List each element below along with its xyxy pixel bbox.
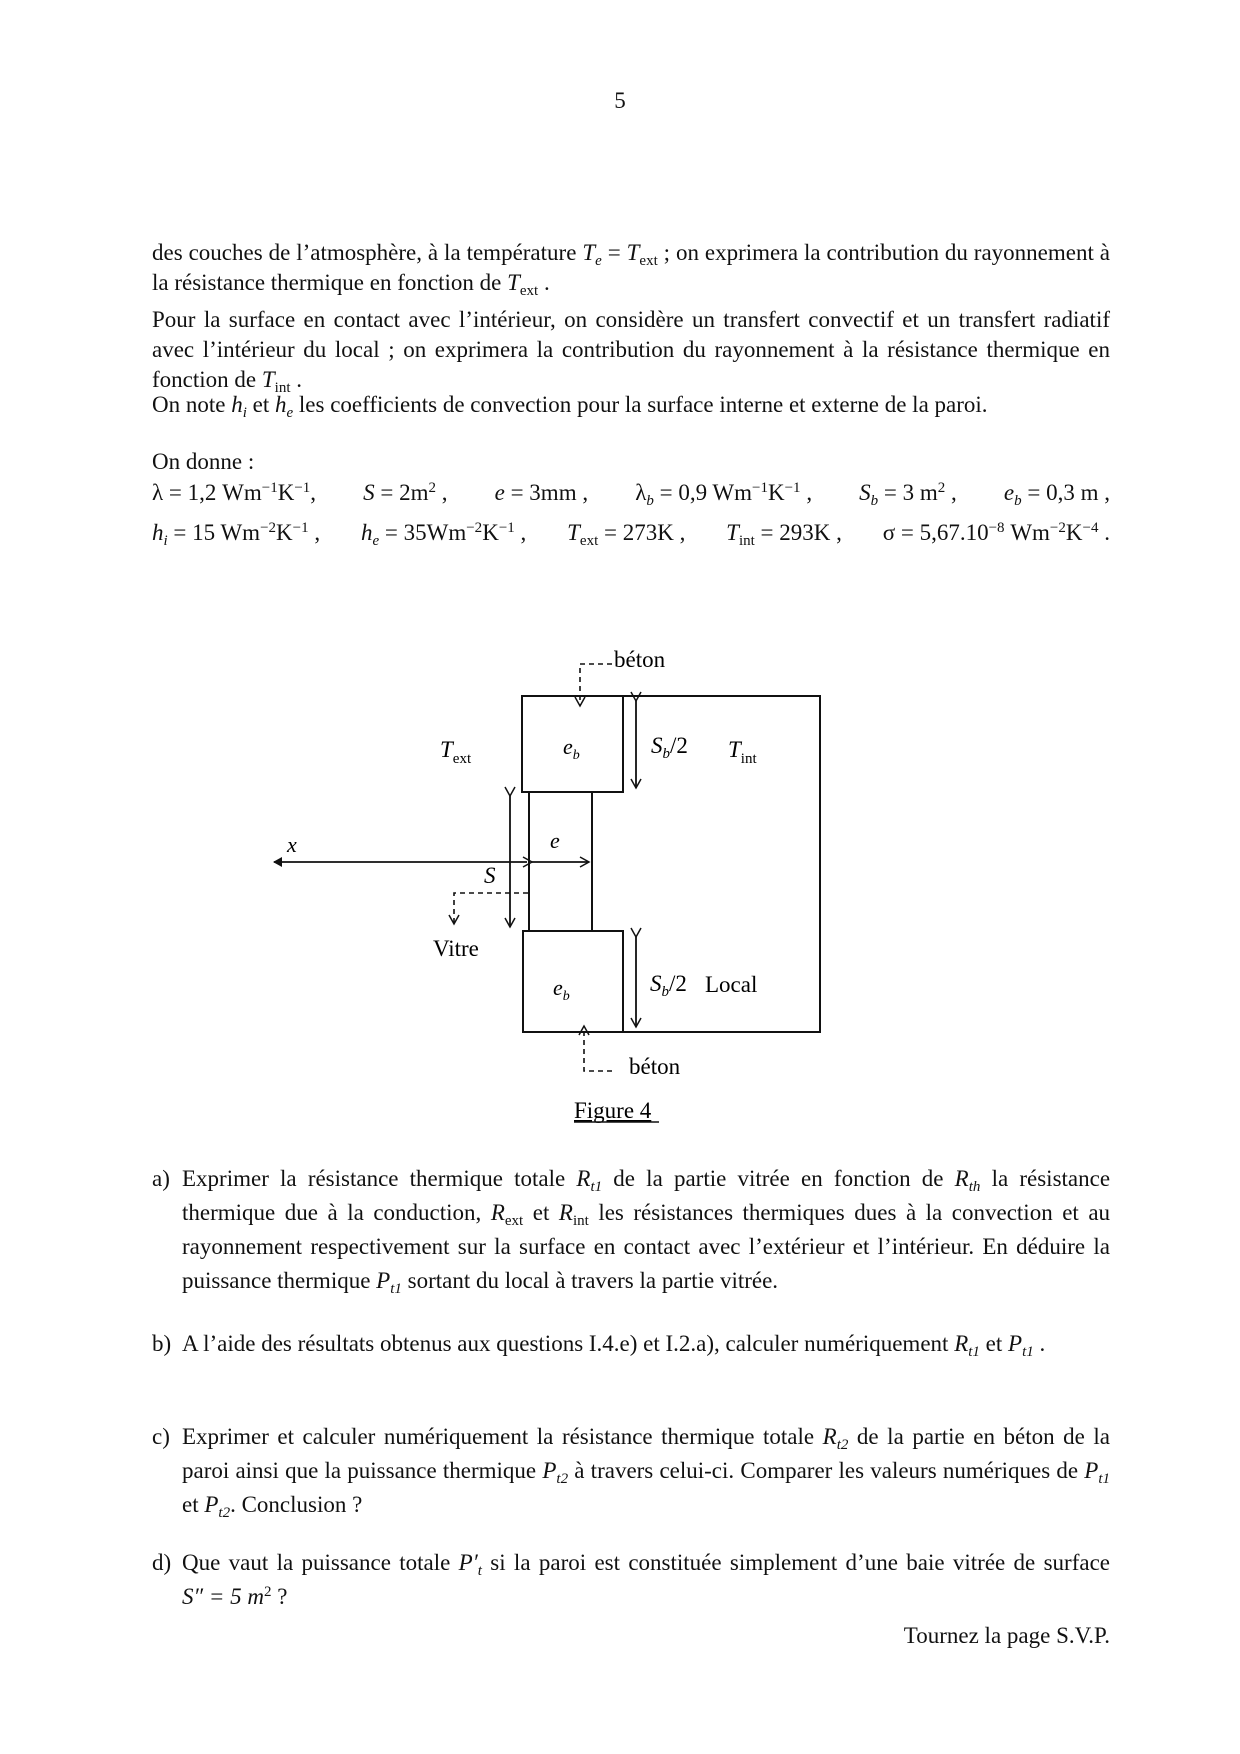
pt2-symbol-c: $P_{t2}$ bbox=[204, 1492, 231, 1521]
intro-p1-text-b: ; on exprimera la contribution du rayonnement à la résistance thermique en fonction de bbox=[152, 240, 1110, 295]
sb-value: $S_b = 3$ $m^2$ , bbox=[859, 480, 957, 509]
eb-top-label: $e_b$ bbox=[563, 734, 580, 763]
footer-turn-page: Tournez la page S.V.P. bbox=[903, 1623, 1110, 1648]
he-symbol: $h_e$ bbox=[275, 392, 294, 421]
rt2-symbol: $R_{t2}$ bbox=[822, 1424, 849, 1453]
pt1-symbol-c: $P_{t1}$ bbox=[1084, 1458, 1111, 1487]
donnees-line-2 bbox=[152, 518, 1110, 548]
donnees-heading: On donne : bbox=[152, 449, 255, 474]
rext-symbol: $R_{ext}$ bbox=[490, 1200, 524, 1229]
pt-prime-symbol: $P'_t$ bbox=[458, 1550, 482, 1579]
intro-p3-text-b: et bbox=[252, 392, 270, 417]
page-number: 5 bbox=[614, 88, 626, 113]
wall-diagram bbox=[0, 640, 1240, 1140]
intro-p3-text-c: les coefficients de convection pour la surface interne et externe de la paroi. bbox=[298, 392, 988, 417]
hi-value: $h_i = 15$ $Wm^{-2}K^{-1}$ , bbox=[152, 520, 321, 549]
question-d-label: d) bbox=[152, 1550, 172, 1575]
question-b-body: A l’aide des résultats obtenus aux questions I.4.e) et I.2.a), calculer numériquement $R_{t1}$ et $P_{t1}$ . bbox=[182, 1331, 1046, 1360]
intro-paragraph-2 bbox=[152, 305, 1110, 395]
te-equals-text: $T_e = T_{ext}$ bbox=[582, 240, 658, 269]
intro-paragraph-3 bbox=[152, 390, 1110, 420]
e-dimension-label: e bbox=[550, 828, 560, 853]
he-value: $h_e = 35Wm^{-2}K^{-1}$ , bbox=[360, 520, 527, 549]
vitre-label: Vitre bbox=[433, 936, 479, 961]
intro-p3-text-a: On note bbox=[152, 392, 226, 417]
question-c-body: Exprimer et calculer numériquement la résistance thermique totale $R_{t2}$ de la partie en béton de la paroi ainsi que la puissance thermique $P_{t2}$ à travers celui-ci. Comparer les valeurs numériques de $P_{t1}$ et $P_{t2}$. Conclusion ? bbox=[182, 1424, 1111, 1521]
e-value: e = 3mm , bbox=[494, 480, 589, 505]
donnees-line-1 bbox=[152, 478, 1110, 508]
t-ext-label: $T_{ext}$ bbox=[440, 737, 472, 767]
sb2-top-label: $S_b/2$ bbox=[651, 733, 688, 762]
pt1-symbol: $P_{t1}$ bbox=[376, 1268, 402, 1297]
question-a bbox=[152, 1162, 1110, 1298]
intro-p2-text: Pour la surface en contact avec l’intérieur, on considère un transfert convectif et un transfert radiatif avec l’intérieur du local ; on exprimera la contribution du rayonnement à la résistance thermique en fonction de bbox=[152, 307, 1110, 392]
question-a-body: Exprimer la résistance thermique totale $R_{t1}$ de la partie vitrée en fonction de $R_{th}$ la résistance thermique due à la conduction, $R_{ext}$ et $R_{int}$ les résistances thermiques dues à la convection et au rayonnement respectivement sur la surface en contact avec l’extérieur et l’intérieur. En déduire la puissance thermique $P_{t1}$ sortant du local à travers la partie vitrée. bbox=[182, 1166, 1111, 1297]
question-c-label: c) bbox=[152, 1424, 170, 1449]
eb-bottom-label: $e_b$ bbox=[553, 975, 570, 1004]
beton-top-leader bbox=[580, 664, 612, 706]
question-b bbox=[152, 1327, 1110, 1361]
question-b-label: b) bbox=[152, 1331, 172, 1356]
s-value: $S = 2m^2$ , bbox=[363, 480, 448, 505]
x-axis-label: x bbox=[287, 832, 297, 857]
lambda-b-value: $\lambda_b = 0,9$ $Wm^{-1}K^{-1}$ , bbox=[635, 480, 813, 509]
intro-paragraph-1 bbox=[152, 238, 1110, 298]
rt1-symbol-b: $R_{t1}$ bbox=[954, 1331, 980, 1360]
figure-4 bbox=[0, 640, 1240, 1140]
vitre-leader bbox=[454, 893, 528, 924]
intro-p1-text-a: des couches de l’atmosphère, à la température bbox=[152, 240, 577, 265]
rint-symbol: $R_{int}$ bbox=[558, 1200, 589, 1229]
t-int-label: $T_{int}$ bbox=[728, 737, 757, 767]
t-ext-symbol: $T_{ext}$ . bbox=[507, 270, 550, 299]
pt1-symbol-b: $P_{t1}$ . bbox=[1008, 1331, 1046, 1360]
s-dimension-label: S bbox=[484, 863, 496, 888]
beton-top-label: béton bbox=[614, 647, 666, 672]
beton-bottom-label: béton bbox=[629, 1054, 681, 1079]
lambda-value: λ = 1,2 $Wm^{-1}K^{-1}$, bbox=[152, 480, 317, 505]
sb2-bottom-label: $S_b/2$ bbox=[650, 971, 687, 1000]
hi-symbol: $h_i$ bbox=[231, 392, 247, 421]
rt1-symbol: $R_{t1}$ bbox=[576, 1166, 603, 1195]
pt2-symbol: $P_{t2}$ bbox=[542, 1458, 569, 1487]
rth-symbol: $R_{th}$ bbox=[954, 1166, 981, 1195]
question-d bbox=[152, 1546, 1110, 1614]
question-d-body: Que vaut la puissance totale $P'_t$ si la paroi est constituée simplement d’une baie vitrée de surface S″ = 5 $m^2$ ? bbox=[182, 1550, 1110, 1609]
eb-value: $e_b = 0,3$ m , bbox=[1003, 480, 1110, 509]
local-label: Local bbox=[705, 972, 758, 997]
question-a-label: a) bbox=[152, 1166, 170, 1191]
figure-caption: Figure 4 bbox=[574, 1098, 652, 1123]
t-int-symbol: $T_{int}$ . bbox=[261, 367, 302, 396]
question-c bbox=[152, 1420, 1110, 1522]
s-double-prime-value: S″ = 5 $m^2$ bbox=[182, 1584, 272, 1609]
beton-bottom-block bbox=[523, 931, 623, 1032]
text-value: $T_{ext} = 273K$ , bbox=[567, 520, 686, 549]
tint-value: $T_{int} = 293K$ , bbox=[726, 520, 842, 549]
sigma-value: $\sigma = 5,67.10^{-8}$ $Wm^{-2}K^{-4}$ . bbox=[882, 520, 1110, 545]
